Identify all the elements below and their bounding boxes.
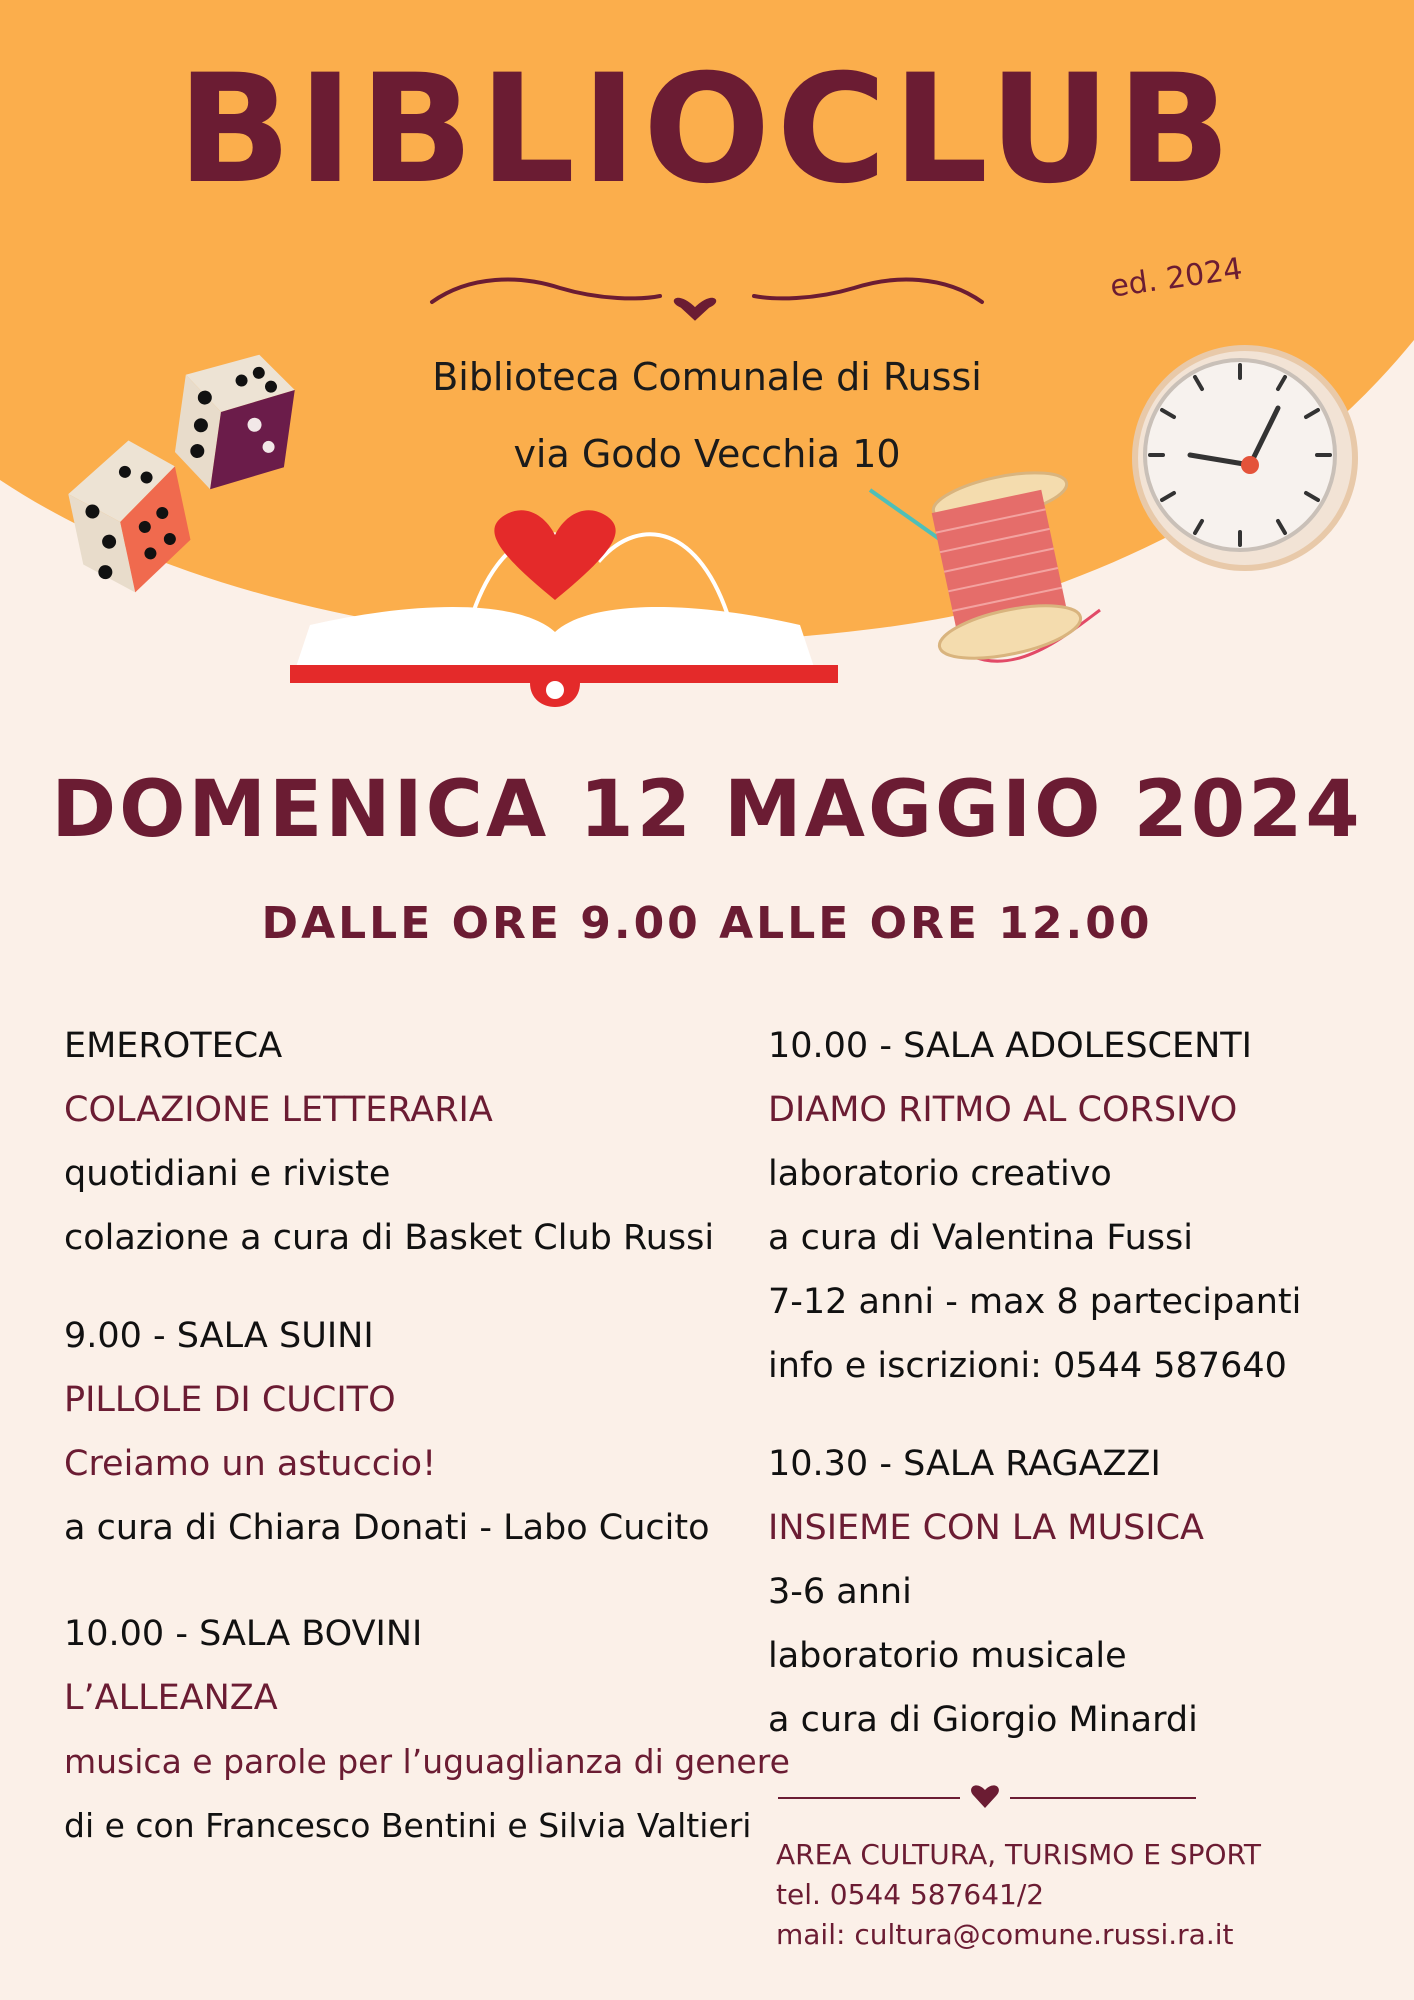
event-hours: DALLE ORE 9.00 ALLE ORE 12.00 xyxy=(261,898,1153,949)
event-title: INSIEME CON LA MUSICA xyxy=(768,1508,1204,1548)
event-detail: quotidiani e riviste xyxy=(64,1154,391,1194)
event-location: 9.00 - SALA SUINI xyxy=(64,1316,374,1356)
event-detail: info e iscrizioni: 0544 587640 xyxy=(768,1346,1287,1386)
event-detail: di e con Francesco Bentini e Silvia Valtieri xyxy=(64,1806,752,1845)
event-date: DOMENICA 12 MAGGIO 2024 xyxy=(51,765,1363,855)
office-name: AREA CULTURA, TURISMO E SPORT xyxy=(776,1838,1262,1871)
event-detail: 7-12 anni - max 8 partecipanti xyxy=(768,1282,1302,1322)
office-email: mail: cultura@comune.russi.ra.it xyxy=(776,1918,1234,1951)
program-right-column xyxy=(768,1014,1388,1752)
event-location: 10.00 - SALA BOVINI xyxy=(64,1614,423,1654)
event-block xyxy=(768,1432,1388,1752)
event-detail: laboratorio creativo xyxy=(768,1154,1112,1194)
event-detail: a cura di Valentina Fussi xyxy=(768,1218,1193,1258)
contact-footer xyxy=(776,1835,1261,1955)
office-phone: tel. 0544 587641/2 xyxy=(776,1878,1045,1911)
event-block xyxy=(768,1014,1388,1398)
event-location: EMEROTECA xyxy=(64,1026,283,1066)
event-block xyxy=(64,1602,790,1858)
poster-title: BIBLIOCLUB xyxy=(177,43,1237,217)
event-block xyxy=(64,1014,724,1270)
event-title: DIAMO RITMO AL CORSIVO xyxy=(768,1090,1238,1130)
event-subtitle: Creiamo un astuccio! xyxy=(64,1444,437,1484)
edition-label: ed. 2024 xyxy=(1108,251,1245,305)
event-detail: colazione a cura di Basket Club Russi xyxy=(64,1218,715,1258)
event-detail: a cura di Chiara Donati - Labo Cucito xyxy=(64,1508,710,1548)
event-detail: laboratorio musicale xyxy=(768,1636,1127,1676)
venue-name: Biblioteca Comunale di Russi xyxy=(432,355,982,399)
event-subtitle: musica e parole per l’uguaglianza di genere xyxy=(64,1742,790,1781)
footer-divider-icon xyxy=(778,1785,1196,1808)
event-location: 10.30 - SALA RAGAZZI xyxy=(768,1444,1161,1484)
venue-address: via Godo Vecchia 10 xyxy=(513,432,901,476)
event-detail: 3-6 anni xyxy=(768,1572,912,1612)
event-block xyxy=(64,1304,724,1560)
event-title: COLAZIONE LETTERARIA xyxy=(64,1090,493,1130)
event-detail: a cura di Giorgio Minardi xyxy=(768,1700,1198,1740)
event-title: PILLOLE DI CUCITO xyxy=(64,1380,396,1420)
program-left-column xyxy=(64,1014,790,1858)
event-location: 10.00 - SALA ADOLESCENTI xyxy=(768,1026,1252,1066)
event-title: L’ALLEANZA xyxy=(64,1678,278,1718)
